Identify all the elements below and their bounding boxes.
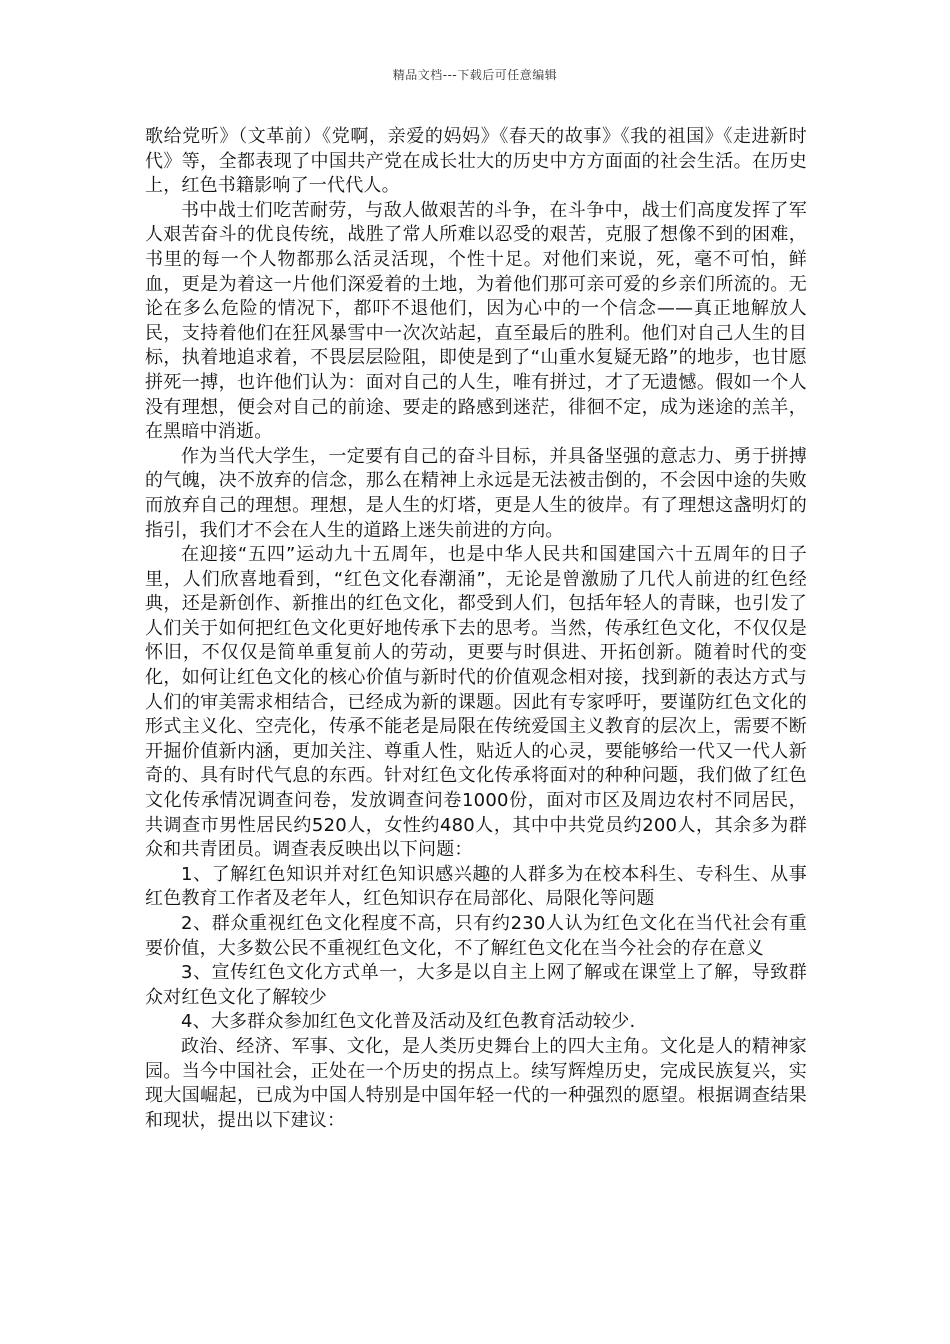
- survey-finding-2: 2、群众重视红色文化程度不高，只有约230人认为红色文化在当代社会有重要价值，大多数公民不重视红色文化，不了解红色文化在当今社会的存在意义: [145, 913, 807, 959]
- paragraph-4: 在迎接“五四”运动九十五周年，也是中华人民共和国建国六十五周年的日子里，人们欣喜地看到，“红色文化春潮涌”，无论是曾激励了几代人前进的红色经典，还是新创作、新推出的红色文化，都受到人们，包括年轻人的青睐，也引发了人们关于如何把红色文化更好地传承下去的思考。当然，传承红色文化，不仅仅是怀旧，不仅仅是简单重复前人的劳动，更要与时俱进、开拓创新。随着时代的变化，如何让红色文化的核心价值与新时代的价值观念相对接，找到新的表达方式与人们的审美需求相结合，已经成为新的课题。因此有专家呼吁，要谨防红色文化的形式主义化、空壳化，传承不能老是局限在传统爱国主义教育的层次上，需要不断开掘价值新内涵，更加关注、尊重人性，贴近人的心灵，要能够给一代又一代人新奇的、具有时代气息的东西。针对红色文化传承将面对的种种问题，我们做了红色文化传承情况调查问卷，发放调查问卷1000份，面对市区及周边农村不同居民，共调查市男性居民约520人，女性约480人，其中中共党员约200人，其余多为群众和共青团员。调查表反映出以下问题：: [145, 544, 807, 861]
- paragraph-conclusion: 政治、经济、军事、文化，是人类历史舞台上的四大主角。文化是人的精神家园。当今中国社会，正处在一个历史的拐点上。续写辉煌历史，完成民族复兴，实现大国崛起，已成为中国人特别是中国年轻一代的一种强烈的愿望。根据调查结果和现状，提出以下建议：: [145, 1035, 807, 1131]
- paragraph-3: 作为当代大学生，一定要有自己的奋斗目标，并具备坚强的意志力、勇于拼搏的气魄，决不放弃的信念，那么在精神上永远是无法被击倒的，不会因中途的失败而放弃自己的理想。理想，是人生的灯塔，更是人生的彼岸。有了理想这盏明灯的指引，我们才不会在人生的道路上迷失前进的方向。: [145, 445, 807, 541]
- survey-finding-1: 1、了解红色知识并对红色知识感兴趣的人群多为在校本科生、专科生、从事红色教育工作者及老年人，红色知识存在局部化、局限化等问题: [145, 863, 807, 910]
- document-body: [145, 125, 807, 1133]
- paragraph-2: 书中战士们吃苦耐劳，与敌人做艰苦的斗争，在斗争中，战士们高度发挥了军人艰苦奋斗的优良传统，战胜了常人所难以忍受的艰苦，克服了想像不到的困难，书里的每一个人物都那么活灵活现，个性十足。对他们来说，死，毫不可怕，鲜血，更是为着这一片他们深爱着的土地，为着他们那可亲可爱的乡亲们所流的。无论在多么危险的情况下，都吓不退他们，因为心中的一个信念——真正地解放人民，支持着他们在狂风暴雪中一次次站起，直至最后的胜利。他们对自己人生的目标，执着地追求着，不畏层层险阻，即使是到了“山重水复疑无路”的地步，也甘愿拼死一搏，也许他们认为：面对自己的人生，唯有拼过，才了无遗憾。假如一个人没有理想，便会对自己的前途、要走的路感到迷茫，徘徊不定，成为迷途的羔羊，在黑暗中消逝。: [145, 199, 807, 443]
- paragraph-1: 歌给党听》（文革前）《党啊，亲爱的妈妈》《春天的故事》《我的祖国》《走进新时代》等，全都表现了中国共产党在成长壮大的历史中方方面面的社会生活。在历史上，红色书籍影响了一代代人。: [145, 126, 807, 197]
- page-header: 精品文档---下载后可任意编辑: [392, 68, 558, 82]
- survey-finding-3: 3、宣传红色文化方式单一，大多是以自主上网了解或在课堂上了解，导致群众对红色文化了解较少: [145, 962, 807, 1008]
- survey-finding-4: 4、大多群众参加红色文化普及活动及红色教育活动较少.: [181, 1011, 636, 1033]
